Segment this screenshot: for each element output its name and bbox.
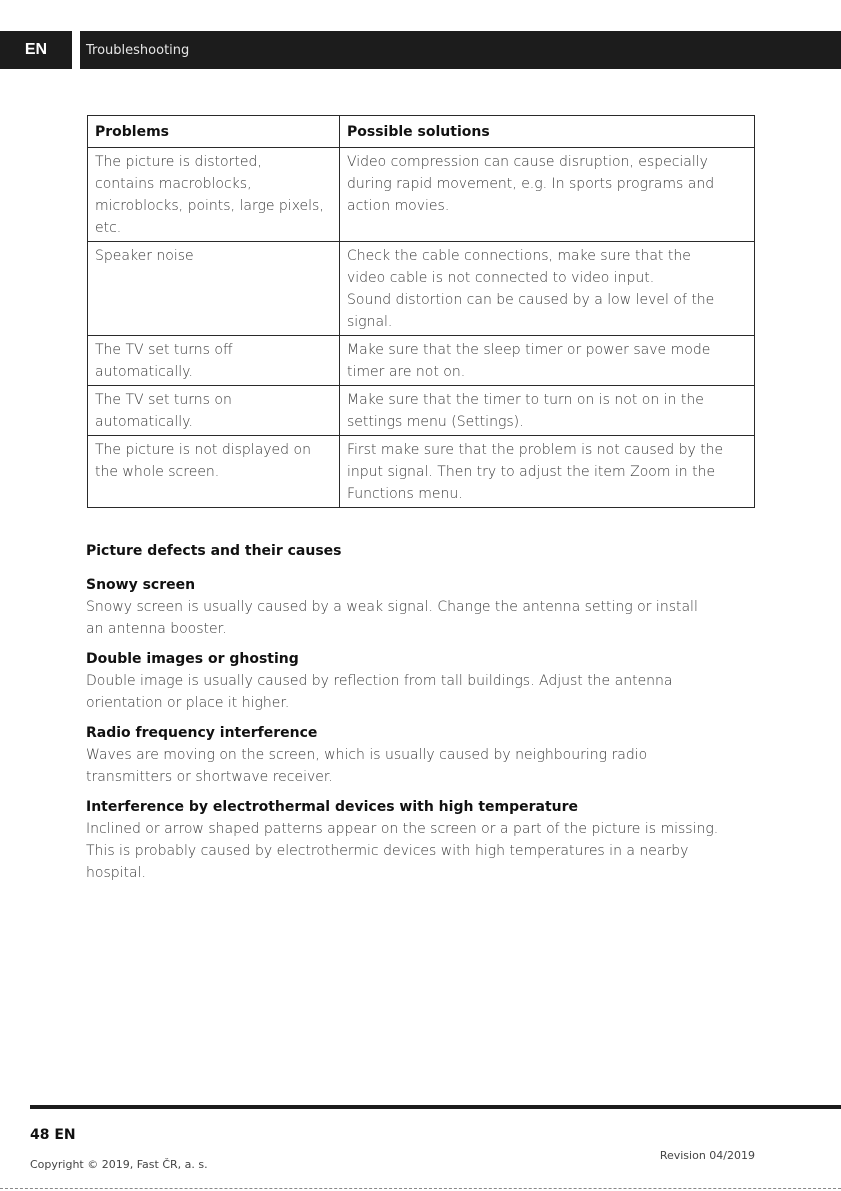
problem-cell [88, 242, 340, 336]
solution-cell [340, 148, 755, 242]
text-line: The picture is distorted, [95, 154, 262, 170]
table-row [88, 242, 755, 336]
defect-description [86, 670, 754, 714]
text-line: etc. [95, 220, 122, 236]
text-line: during rapid movement, e.g. In sports programs and [347, 176, 715, 192]
copyright-notice: Copyright © 2019, Fast ČR, a. s. [30, 1158, 208, 1171]
defect-description [86, 596, 754, 640]
solution-cell [340, 436, 755, 508]
defect-description [86, 818, 754, 884]
text-line: automatically. [95, 414, 193, 430]
picture-defects-section [86, 540, 754, 892]
section-title: Troubleshooting [86, 42, 190, 58]
text-line: settings menu (Settings). [347, 414, 524, 430]
problem-cell [88, 336, 340, 386]
text-line: Sound distortion can be caused by a low level of the [347, 292, 715, 308]
column-header-solutions: Possible solutions [340, 116, 755, 148]
text-line: input signal. Then try to adjust the item Zoom in the [347, 464, 716, 480]
table-header-row [88, 116, 755, 148]
defect-heading: Double images or ghosting [86, 651, 299, 667]
solution-cell [340, 242, 755, 336]
defect-heading: Radio frequency interference [86, 725, 318, 741]
text-line: Speaker noise [95, 248, 194, 264]
defect-heading: Interference by electrothermal devices with high temperature [86, 799, 579, 815]
footer-divider [30, 1105, 841, 1109]
table-row [88, 436, 755, 508]
problem-cell [88, 436, 340, 508]
text-line: Make sure that the sleep timer or power save mode [347, 342, 711, 358]
text-line: the whole screen. [95, 464, 220, 480]
text-line: an antenna booster. [86, 621, 227, 637]
problem-cell [88, 386, 340, 436]
text-line: automatically. [95, 364, 193, 380]
section-header [80, 31, 841, 69]
section-heading: Picture defects and their causes [86, 543, 342, 559]
defect-description [86, 744, 754, 788]
text-line: orientation or place it higher. [86, 695, 290, 711]
column-header-problems: Problems [88, 116, 340, 148]
table-row [88, 148, 755, 242]
text-line: Make sure that the timer to turn on is not on in the [347, 392, 704, 408]
table-row [88, 336, 755, 386]
language-badge: EN [0, 31, 72, 69]
problem-cell [88, 148, 340, 242]
revision-label: Revision 04/2019 [659, 1149, 755, 1162]
text-line: signal. [347, 314, 393, 330]
page-edge-divider [0, 1188, 841, 1189]
text-line: The picture is not displayed on [95, 442, 311, 458]
text-line: Inclined or arrow shaped patterns appear on the screen or a part of the picture is missing. [86, 821, 719, 837]
text-line: hospital. [86, 865, 146, 881]
text-line: Check the cable connections, make sure that the [347, 248, 691, 264]
text-line: contains macroblocks, [95, 176, 252, 192]
text-line: timer are not on. [347, 364, 466, 380]
text-line: action movies. [347, 198, 450, 214]
text-line: Video compression can cause disruption, especially [347, 154, 708, 170]
text-line: Functions menu. [347, 486, 463, 502]
defect-heading: Snowy screen [86, 577, 196, 593]
text-line: The TV set turns on [95, 392, 232, 408]
text-line: Snowy screen is usually caused by a weak signal. Change the antenna setting or install [86, 599, 698, 615]
text-line: Waves are moving on the screen, which is usually caused by neighbouring radio [86, 747, 648, 763]
solution-cell [340, 386, 755, 436]
table-row [88, 386, 755, 436]
text-line: First make sure that the problem is not caused by the [347, 442, 724, 458]
page-number: 48 EN [30, 1127, 76, 1143]
troubleshooting-table [87, 115, 755, 508]
solution-cell [340, 336, 755, 386]
text-line: microblocks, points, large pixels, [95, 198, 324, 214]
text-line: Double image is usually caused by reflection from tall buildings. Adjust the antenna [86, 673, 673, 689]
text-line: transmitters or shortwave receiver. [86, 769, 333, 785]
text-line: video cable is not connected to video input. [347, 270, 655, 286]
text-line: This is probably caused by electrothermic devices with high temperatures in a nearby [86, 843, 689, 859]
text-line: The TV set turns off [95, 342, 233, 358]
